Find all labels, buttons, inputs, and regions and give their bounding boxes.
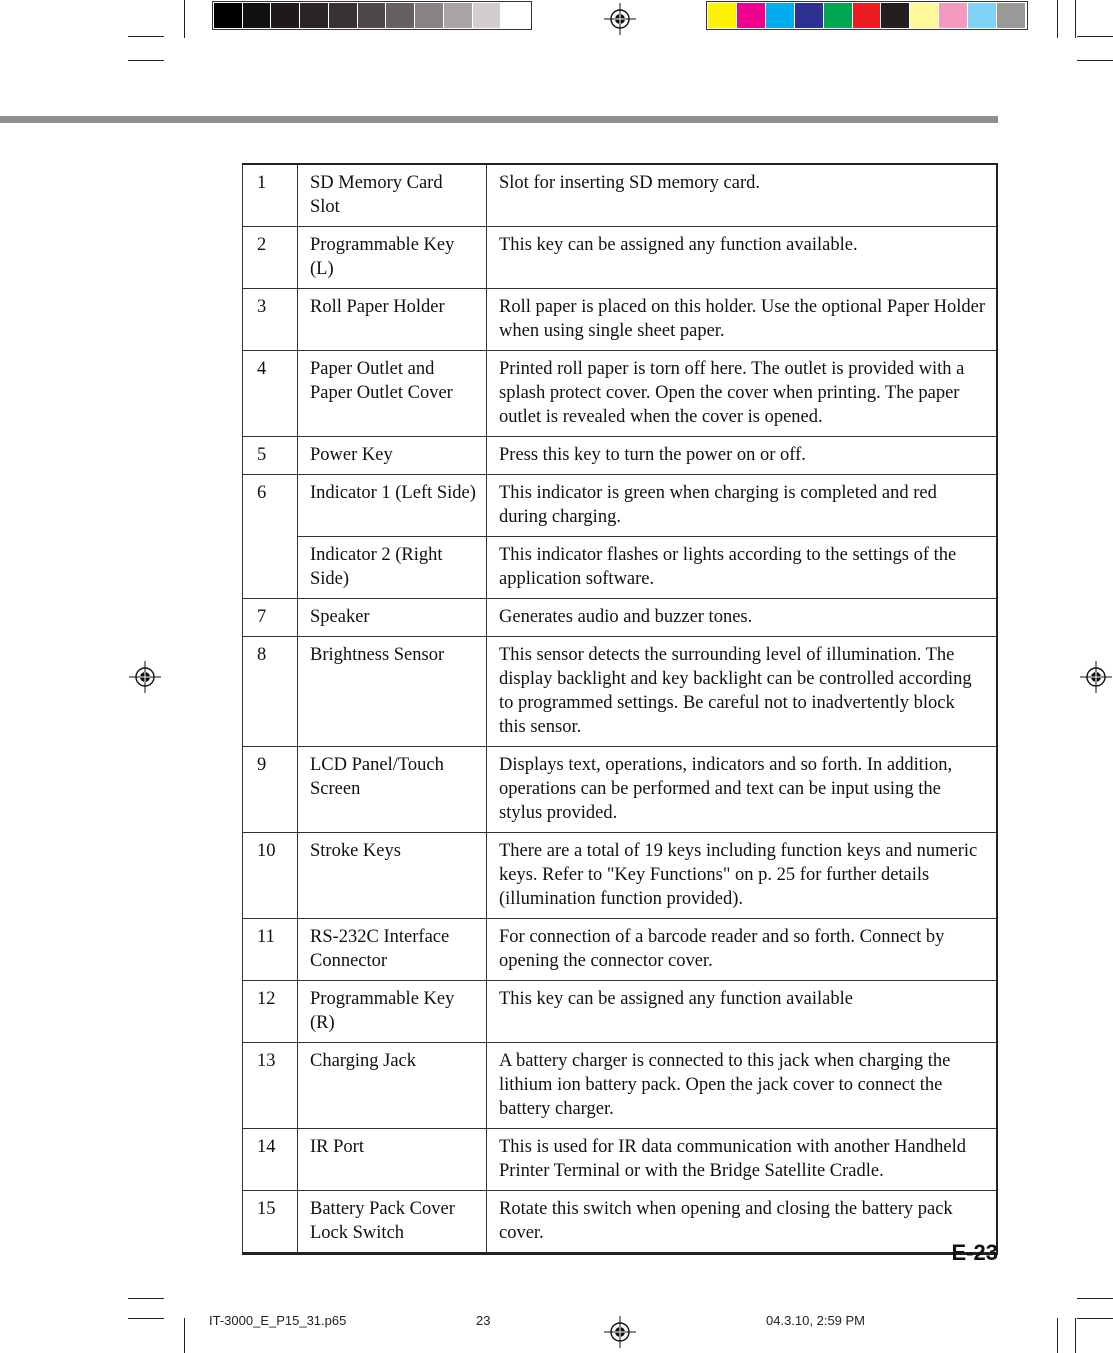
crop-mark <box>128 1318 164 1319</box>
part-number: 7 <box>243 599 298 637</box>
part-name: Programmable Key (R) <box>298 981 487 1043</box>
color-swatch <box>300 3 328 28</box>
color-swatch <box>824 3 852 28</box>
part-number: 1 <box>243 164 298 227</box>
part-number: 12 <box>243 981 298 1043</box>
part-number: 11 <box>243 919 298 981</box>
part-number: 3 <box>243 289 298 351</box>
table-row <box>243 164 998 227</box>
color-swatch <box>473 3 501 28</box>
part-number <box>243 537 298 599</box>
part-description: Rotate this switch when opening and closing the battery pack cover. <box>487 1191 998 1254</box>
crop-mark <box>128 60 164 61</box>
part-number: 6 <box>243 475 298 537</box>
parts-table <box>242 163 998 1255</box>
table-row <box>243 833 998 919</box>
part-description: Slot for inserting SD memory card. <box>487 164 998 227</box>
part-name: Indicator 1 (Left Side) <box>298 475 487 537</box>
table-row <box>243 747 998 833</box>
part-description: A battery charger is connected to this jack when charging the lithium ion battery pack. Open the jack cover to connect the battery charger. <box>487 1043 998 1129</box>
color-swatch <box>737 3 765 28</box>
part-name: Indicator 2 (Right Side) <box>298 537 487 599</box>
part-description: Press this key to turn the power on or off. <box>487 437 998 475</box>
color-swatch <box>329 3 357 28</box>
part-name: Programmable Key (L) <box>298 227 487 289</box>
crop-mark <box>1077 60 1113 61</box>
part-name: Paper Outlet and Paper Outlet Cover <box>298 351 487 437</box>
crop-mark <box>1075 0 1076 38</box>
part-name: LCD Panel/Touch Screen <box>298 747 487 833</box>
part-description: There are a total of 19 keys including function keys and numeric keys. Refer to "Key Functions" on p. 25 for further details (illumination function provided). <box>487 833 998 919</box>
color-swatch <box>415 3 443 28</box>
header-rule <box>0 116 998 123</box>
footer-filename: IT-3000_E_P15_31.p65 <box>209 1313 347 1328</box>
part-name: Charging Jack <box>298 1043 487 1129</box>
part-description: This key can be assigned any function available. <box>487 227 998 289</box>
crop-mark <box>128 1298 164 1299</box>
color-swatch <box>766 3 794 28</box>
part-description: This indicator flashes or lights according to the settings of the application software. <box>487 537 998 599</box>
registration-mark-icon <box>604 1316 636 1348</box>
part-description: Printed roll paper is torn off here. The outlet is provided with a splash protect cover. Open the cover when printing. The paper outlet is revealed when the cover is opened. <box>487 351 998 437</box>
crop-mark <box>1077 1318 1113 1319</box>
table-row <box>243 437 998 475</box>
table-row <box>243 1129 998 1191</box>
part-description: Generates audio and buzzer tones. <box>487 599 998 637</box>
table-row <box>243 599 998 637</box>
crop-mark <box>1057 1318 1058 1353</box>
part-number: 4 <box>243 351 298 437</box>
table-row <box>243 637 998 747</box>
color-swatch <box>997 3 1025 28</box>
crop-mark <box>1057 0 1058 38</box>
part-description: This is used for IR data communication with another Handheld Printer Terminal or with the Bridge Satellite Cradle. <box>487 1129 998 1191</box>
crop-mark <box>1077 36 1113 37</box>
page-number: E-23 <box>951 1240 998 1265</box>
table-row <box>243 919 998 981</box>
table-row <box>243 1191 998 1254</box>
registration-mark-icon <box>1080 661 1112 693</box>
part-name: Battery Pack Cover Lock Switch <box>298 1191 487 1254</box>
part-name: Speaker <box>298 599 487 637</box>
table-row <box>243 981 998 1043</box>
color-swatch <box>501 3 529 28</box>
crop-mark <box>184 1318 185 1353</box>
color-swatch <box>853 3 881 28</box>
color-swatch <box>444 3 472 28</box>
part-number: 13 <box>243 1043 298 1129</box>
color-swatch <box>243 3 271 28</box>
part-number: 8 <box>243 637 298 747</box>
table-row <box>243 351 998 437</box>
color-swatch <box>214 3 242 28</box>
part-number: 14 <box>243 1129 298 1191</box>
crop-mark <box>1075 1318 1076 1353</box>
part-name: SD Memory Card Slot <box>298 164 487 227</box>
part-name: RS-232C Interface Connector <box>298 919 487 981</box>
footer-page: 23 <box>476 1313 491 1328</box>
part-number: 10 <box>243 833 298 919</box>
color-swatch <box>795 3 823 28</box>
crop-mark <box>184 0 185 38</box>
crop-mark <box>1077 1298 1113 1299</box>
footer-timestamp: 04.3.10, 2:59 PM <box>766 1313 866 1328</box>
part-number: 15 <box>243 1191 298 1254</box>
part-description: This indicator is green when charging is completed and red during charging. <box>487 475 998 537</box>
table-row <box>243 289 998 351</box>
table-row <box>243 227 998 289</box>
crop-mark <box>128 36 164 37</box>
color-swatch <box>939 3 967 28</box>
table-row <box>243 475 998 537</box>
part-description: Roll paper is placed on this holder. Use the optional Paper Holder when using single sheet paper. <box>487 289 998 351</box>
part-name: Stroke Keys <box>298 833 487 919</box>
part-description: For connection of a barcode reader and so forth. Connect by opening the connector cover. <box>487 919 998 981</box>
part-number: 5 <box>243 437 298 475</box>
part-name: Roll Paper Holder <box>298 289 487 351</box>
part-name: IR Port <box>298 1129 487 1191</box>
part-description: This key can be assigned any function available <box>487 981 998 1043</box>
part-description: Displays text, operations, indicators and so forth. In addition, operations can be performed and text can be input using the stylus provided. <box>487 747 998 833</box>
registration-mark-icon <box>129 661 161 693</box>
color-swatch <box>708 3 736 28</box>
part-name: Brightness Sensor <box>298 637 487 747</box>
color-swatch <box>386 3 414 28</box>
color-swatch <box>968 3 996 28</box>
color-swatch <box>358 3 386 28</box>
part-number: 9 <box>243 747 298 833</box>
registration-mark-icon <box>604 3 636 35</box>
part-number: 2 <box>243 227 298 289</box>
color-swatch <box>910 3 938 28</box>
part-name: Power Key <box>298 437 487 475</box>
table-row <box>243 1043 998 1129</box>
color-swatch <box>881 3 909 28</box>
part-description: This sensor detects the surrounding level of illumination. The display backlight and key backlight can be controlled according to programmed settings. Be careful not to inadvertently block this sensor. <box>487 637 998 747</box>
table-row <box>243 537 998 599</box>
color-swatch <box>271 3 299 28</box>
